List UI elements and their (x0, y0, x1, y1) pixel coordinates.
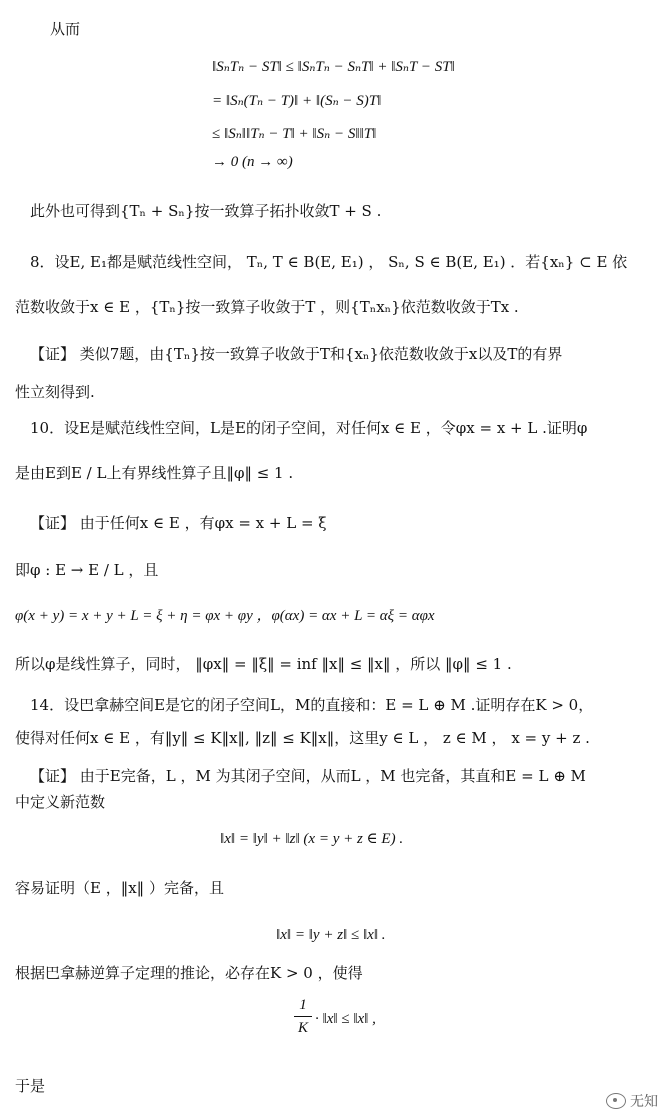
problem-14-line-2: 使得对任何x ∈ E ，有‖y‖ ≤ K‖x‖, ‖z‖ ≤ K‖x‖，这里y ∈ L ， z ∈ M ， x = y + z . (15, 729, 590, 747)
fraction-denominator: K (297, 1020, 308, 1036)
proof-10-line-2: 即φ : E → E / L ，且 (15, 561, 159, 579)
fraction-numerator: 1 (299, 997, 307, 1013)
problem-14-line-1: 14．设巴拿赫空间E是它的闭子空间L，M的直接和：E = L ⊕ M .证明存在K > 0， (30, 696, 594, 714)
watermark (606, 1091, 658, 1111)
watermark-text: 无知 (630, 1094, 658, 1110)
problem-10-line-2: 是由E到E / L上有界线性算子且‖φ‖ ≤ 1 . (15, 464, 294, 482)
proof-10-line-1: 【证】 由于任何x ∈ E ，有φx = x + L = ξ (30, 514, 327, 532)
problem-8-line-2: 范数收敛于x ∈ E ，{Tₙ}按一致算子收敛于T ，则{Tₙxₙ}依范数收敛于Tx . (15, 298, 519, 316)
equation-line-3: ≤ ‖Sₙ‖‖Tₙ − T‖ + ‖Sₙ − S‖‖T‖ (212, 126, 377, 142)
wechat-icon (606, 1093, 626, 1109)
fraction-bar (294, 1016, 312, 1017)
equation-line-7: ‖x‖ = ‖y + z‖ ≤ ‖x‖ . (276, 927, 386, 943)
proof-14-line-4: 根据巴拿赫逆算子定理的推论，必存在K > 0 ，使得 (15, 964, 363, 982)
proof-14-line-2: 中定义新范数 (15, 793, 106, 811)
proof-8-line-1: 【证】 类似7题，由{Tₙ}按一致算子收敛于T和{xₙ}依范数收敛于x以及T的有界 (30, 345, 563, 363)
text-line-1: 从而 (50, 20, 81, 38)
problem-8-line-1: 8．设E, E₁都是赋范线性空间， Tₙ, T ∈ B(E, E₁) ， Sₙ, S ∈ B(E, E₁) ．若{xₙ} ⊂ E 依 (30, 253, 628, 271)
equation-line-8: · ‖x‖ ≤ ‖x‖ , (315, 1011, 376, 1027)
proof-14-line-3: 容易证明（E ，‖x‖ ）完备，且 (15, 879, 224, 897)
equation-line-1: ‖SₙTₙ − ST‖ ≤ ‖SₙTₙ − SₙT‖ + ‖SₙT − ST‖ (212, 59, 455, 75)
fraction (294, 995, 312, 1038)
equation-line-2: = ‖Sₙ(Tₙ − T)‖ + ‖(Sₙ − S)T‖ (212, 93, 382, 109)
equation-line-5: φ(x + y) = x + y + L = ξ + η = φx + φy ，φ(αx) = αx + L = αξ = αφx (15, 608, 435, 624)
equation-line-4: → 0 (n → ∞) (212, 154, 293, 170)
text-line-2: 此外也可得到{Tₙ + Sₙ}按一致算子拓扑收敛T + S . (30, 202, 382, 220)
proof-8-line-2: 性立刻得到. (15, 383, 95, 401)
text-line-last: 于是 (15, 1077, 46, 1095)
equation-line-6: ‖x‖ = ‖y‖ + ‖z‖ (x = y + z ∈ E) . (220, 831, 404, 847)
problem-10-line-1: 10．设E是赋范线性空间，L是E的闭子空间，对任何x ∈ E ，令φx = x + L .证明φ (30, 419, 588, 437)
proof-10-line-3: 所以φ是线性算子，同时， ‖φx‖ = ‖ξ‖ = inf ‖x‖ ≤ ‖x‖ ，所以 ‖φ‖ ≤ 1 . (15, 655, 512, 673)
proof-14-line-1: 【证】 由于E完备，L ，M 为其闭子空间，从而L ，M 也完备，其直和E = L ⊕ M (30, 767, 586, 785)
